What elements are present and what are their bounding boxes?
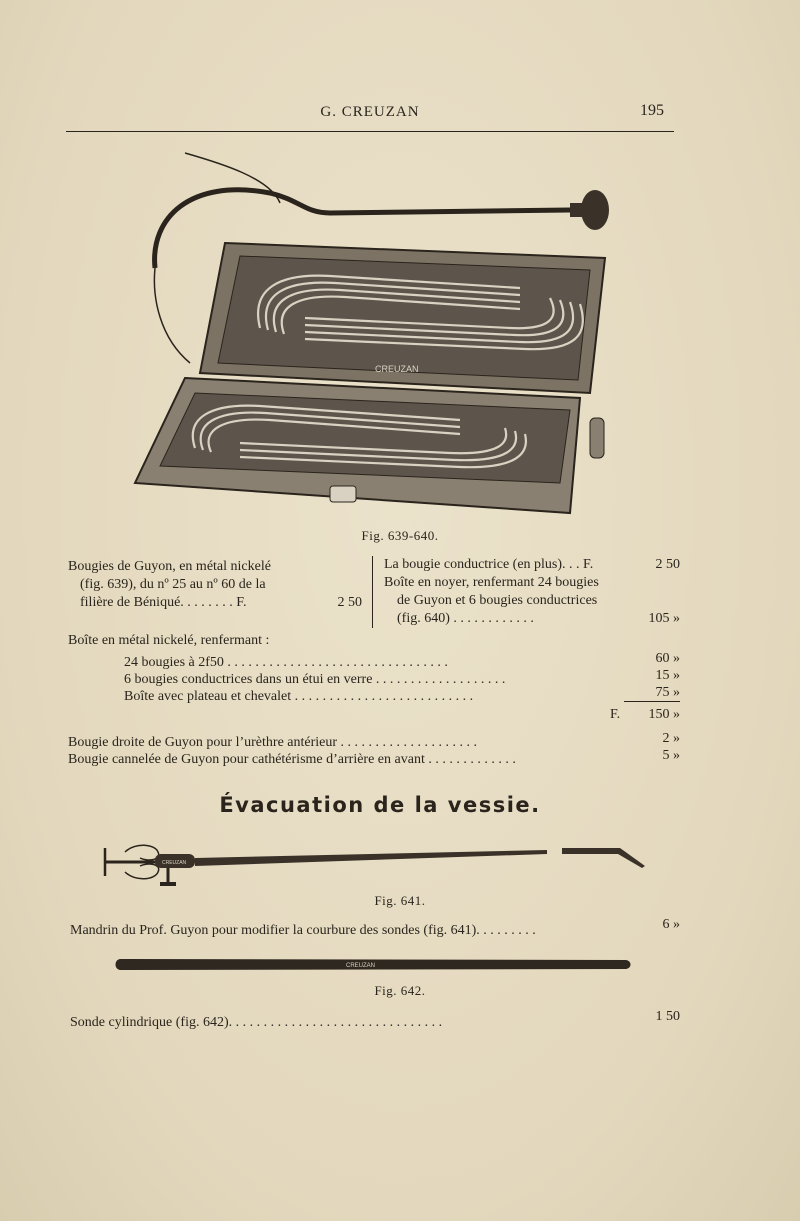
box-nickel-title: Boîte en métal nickelé, renfermant : (68, 633, 270, 648)
guyon-item-label: Bougie droite de Guyon pour l’urèthre antérieur . . . . . . . . . . . . . . . . . . . . (68, 735, 478, 750)
figure-639-640-caption: Fig. 639-640. (361, 528, 439, 543)
figure-641-caption: Fig. 641. (374, 893, 426, 908)
mandrin-price: 6 » (662, 917, 680, 932)
guyon-item-price: 5 » (662, 748, 680, 763)
running-header-author: G. CREUZAN (320, 104, 420, 120)
box-item-price: 15 » (655, 668, 680, 683)
right-col-line2: Boîte en noyer, renfermant 24 bougies (384, 575, 599, 590)
page-number: 195 (640, 102, 664, 119)
case-lid-engraving: CREUZAN (375, 364, 419, 374)
figure-642-caption: Fig. 642. (374, 983, 426, 998)
bougie-case-illustration (130, 148, 620, 528)
sonde-price: 1 50 (655, 1009, 680, 1024)
guyon-item-price: 2 » (662, 731, 680, 746)
right-col-price2: 105 » (648, 611, 680, 626)
header-rule (66, 131, 674, 132)
box-item-price: 75 » (655, 685, 680, 700)
box-item-label: 6 bougies conductrices dans un étui en verre . . . . . . . . . . . . . . . . . . . (124, 672, 506, 687)
box-total-label: F. (610, 707, 621, 722)
box-item-label: 24 bougies à 2f50 . . . . . . . . . . . . . . . . . . . . . . . . . . . . . . . . (124, 655, 448, 670)
mandrin-engraving: CREUZAN (162, 860, 187, 866)
left-col-line1: Bougies de Guyon, en métal nickelé (68, 559, 271, 574)
sonde-label: Sonde cylindrique (fig. 642). . . . . . . . . . . . . . . . . . . . . . . . . . . . . . . (70, 1015, 443, 1030)
left-col-price: 2 50 (337, 595, 362, 610)
mandrin-label: Mandrin du Prof. Guyon pour modifier la courbure des sondes (fig. 641). . . . . . . . . (70, 923, 536, 938)
left-col-line3: filière de Béniqué. . . . . . . . F. (80, 595, 247, 610)
box-item-label: Boîte avec plateau et chevalet . . . . . . . . . . . . . . . . . . . . . . . . . . (124, 689, 474, 704)
box-total-price: 150 » (648, 707, 680, 722)
box-item-price: 60 » (655, 651, 680, 666)
mandrin-illustration (100, 838, 650, 890)
sonde-engraving: CREUZAN (346, 963, 376, 969)
right-col-line3: de Guyon et 6 bougies conductrices (397, 593, 598, 608)
guyon-item-label: Bougie cannelée de Guyon pour cathétérisme d’arrière en avant . . . . . . . . . . . . . (68, 752, 516, 767)
right-col-line4: (fig. 640) . . . . . . . . . . . . (397, 611, 534, 626)
sum-rule (624, 701, 680, 702)
sonde-illustration (114, 956, 634, 974)
right-col-line1: La bougie conductrice (en plus). . . F. (384, 557, 594, 572)
right-col-price1: 2 50 (655, 557, 680, 572)
section-heading: Évacuation de la vessie. (219, 793, 541, 817)
column-divider (372, 556, 373, 628)
left-col-line2: (fig. 639), du nº 25 au nº 60 de la (80, 577, 266, 592)
